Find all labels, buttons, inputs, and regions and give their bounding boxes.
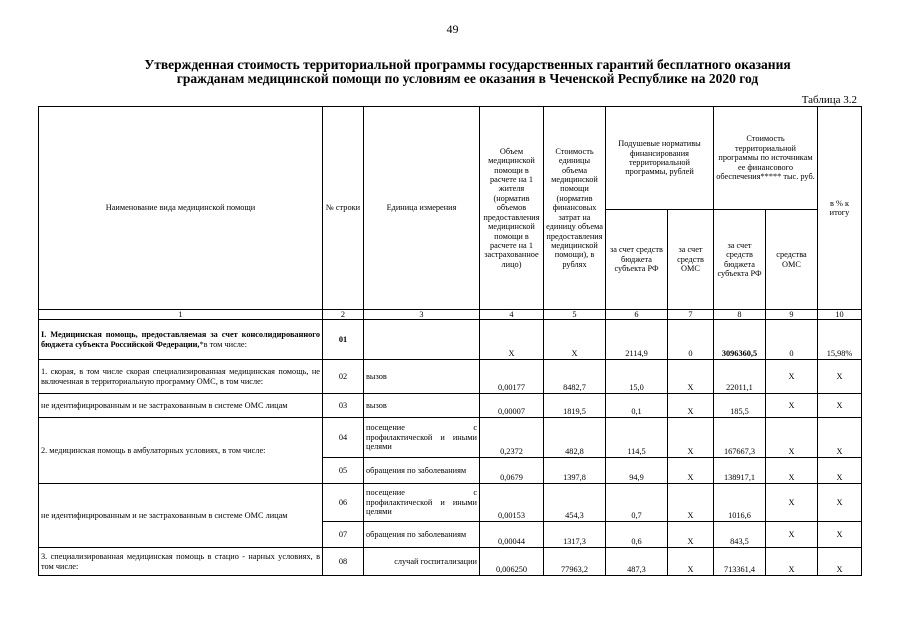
row-oms-total: 0 — [766, 320, 818, 360]
row-oms-total: X — [766, 522, 818, 548]
table-row — [39, 360, 862, 394]
header-row-no: № строки — [323, 107, 364, 310]
row-volume: 0,006250 — [480, 548, 544, 576]
row-percent: X — [818, 458, 862, 484]
row-name-rest: *в том числе: — [199, 339, 247, 349]
row-budget-total: 3096360,5 — [714, 320, 766, 360]
row-cost: 454,3 — [544, 484, 606, 522]
row-percent: X — [818, 360, 862, 394]
row-budget-total: 138917,1 — [714, 458, 766, 484]
row-volume: X — [480, 320, 544, 360]
row-oms-total: X — [766, 548, 818, 576]
row-oms-total: X — [766, 458, 818, 484]
row-oms: X — [668, 360, 714, 394]
row-number: 03 — [323, 394, 364, 418]
row-number: 07 — [323, 522, 364, 548]
row-number: 01 — [323, 320, 364, 360]
title-line-1: Утвержденная стоимость территориальной программы государственных гарантий бесплатного оказания — [144, 57, 791, 72]
row-percent: X — [818, 418, 862, 458]
row-oms: X — [668, 522, 714, 548]
header-cost: Стоимость единицы объема медицинской помощи (норматив финансовых затрат на единицу объема предоставления медицинской помощи), в рублях — [544, 107, 606, 310]
document-title — [100, 58, 835, 86]
row-budget-total: 1016,6 — [714, 484, 766, 522]
row-number: 08 — [323, 548, 364, 576]
row-name: не идентифицированным и не застрахованным в системе ОМС лицам — [39, 394, 323, 418]
column-numbers-row — [39, 310, 862, 320]
table-row — [39, 418, 862, 458]
row-budget: 0,1 — [606, 394, 668, 418]
col-num: 5 — [544, 310, 606, 320]
row-budget: 487,3 — [606, 548, 668, 576]
table-row — [39, 484, 862, 522]
row-budget: 0,6 — [606, 522, 668, 548]
row-cost: 8482,7 — [544, 360, 606, 394]
row-cost: 77963,2 — [544, 548, 606, 576]
row-unit: вызов — [364, 394, 480, 418]
row-cost: 1397,8 — [544, 458, 606, 484]
row-oms: X — [668, 484, 714, 522]
row-oms-total: X — [766, 394, 818, 418]
row-budget: 15,0 — [606, 360, 668, 394]
page-number: 49 — [446, 22, 459, 36]
header-oms: за счет средств ОМС — [668, 210, 714, 310]
row-budget: 0,7 — [606, 484, 668, 522]
col-num: 3 — [364, 310, 480, 320]
row-budget-total: 713361,4 — [714, 548, 766, 576]
row-percent: X — [818, 484, 862, 522]
col-num: 1 — [39, 310, 323, 320]
header-unit: Единица измерения — [364, 107, 480, 310]
row-cost: 1819,5 — [544, 394, 606, 418]
col-num: 7 — [668, 310, 714, 320]
row-name: не идентифицированным и не застрахованным в системе ОМС лицам — [39, 484, 323, 548]
row-oms: X — [668, 394, 714, 418]
row-budget-total: 843,5 — [714, 522, 766, 548]
row-oms-total: X — [766, 360, 818, 394]
row-unit — [364, 320, 480, 360]
row-unit: обращения по заболеваниям — [364, 458, 480, 484]
row-number: 04 — [323, 418, 364, 458]
row-budget-total: 185,5 — [714, 394, 766, 418]
header-name: Наименование вида медицинской помощи — [39, 107, 323, 310]
row-unit: обращения по заболеваниям — [364, 522, 480, 548]
row-budget-total: 167667,3 — [714, 418, 766, 458]
table-row — [39, 394, 862, 418]
row-name: 1. скорая, в том числе скорая специализированная медицинская помощь, не включенная в территориальную программу ОМС, в том числе: — [39, 360, 323, 394]
row-volume: 0,00044 — [480, 522, 544, 548]
header-budget: за счет средств бюджета субъекта РФ — [606, 210, 668, 310]
row-number: 06 — [323, 484, 364, 522]
col-num: 4 — [480, 310, 544, 320]
row-oms: X — [668, 458, 714, 484]
row-cost: 1317,3 — [544, 522, 606, 548]
row-percent: 15,98% — [818, 320, 862, 360]
row-volume: 0,00153 — [480, 484, 544, 522]
row-number: 05 — [323, 458, 364, 484]
row-name — [39, 320, 323, 360]
row-oms-total: X — [766, 484, 818, 522]
row-percent: X — [818, 522, 862, 548]
row-budget: 2114,9 — [606, 320, 668, 360]
row-oms: X — [668, 418, 714, 458]
row-oms-total: X — [766, 418, 818, 458]
row-percent: X — [818, 394, 862, 418]
row-oms: X — [668, 548, 714, 576]
row-budget-total: 22011,1 — [714, 360, 766, 394]
row-oms: 0 — [668, 320, 714, 360]
table-label: Таблица 3.2 — [801, 94, 857, 106]
row-budget: 114,5 — [606, 418, 668, 458]
title-line-2: гражданам медицинской помощи по условиям ее оказания в Чеченской Республике на 2020 год — [176, 71, 759, 86]
header-per-capita: Подушевые нормативы финансирования территориальной программы, рублей — [606, 107, 714, 210]
row-cost: 482,8 — [544, 418, 606, 458]
header-program-cost: Стоимость территориальной программы по источникам ее финансового обеспечения***** тыс. руб. — [714, 107, 818, 210]
row-number: 02 — [323, 360, 364, 394]
col-num: 2 — [323, 310, 364, 320]
cost-table — [38, 106, 862, 576]
header-oms-2: средства ОМС — [766, 210, 818, 310]
col-num: 9 — [766, 310, 818, 320]
header-budget-2: за счет средств бюджета субъекта РФ — [714, 210, 766, 310]
row-budget: 94,9 — [606, 458, 668, 484]
col-num: 10 — [818, 310, 862, 320]
table-row — [39, 320, 862, 360]
row-percent: X — [818, 548, 862, 576]
header-volume: Объем медицинской помощи в расчете на 1 жителя (норматив объемов предоставления медицинской помощи в расчете на 1 застрахованное лицо) — [480, 107, 544, 310]
row-cost: X — [544, 320, 606, 360]
table-row — [39, 548, 862, 576]
row-volume: 0,0679 — [480, 458, 544, 484]
header-percent: в % к итогу — [818, 107, 862, 310]
row-unit: вызов — [364, 360, 480, 394]
row-unit: посещение с профилактической и иными целями — [364, 418, 480, 458]
row-unit: посещение с профилактической и иными целями — [364, 484, 480, 522]
row-name: 2. медицинская помощь в амбулаторных условиях, в том числе: — [39, 418, 323, 484]
col-num: 8 — [714, 310, 766, 320]
row-name: 3. специализированная медицинская помощь в стацио - нарных условиях, в том числе: — [39, 548, 323, 576]
col-num: 6 — [606, 310, 668, 320]
row-volume: 0,00177 — [480, 360, 544, 394]
row-volume: 0,00007 — [480, 394, 544, 418]
row-unit: случай госпитализации — [364, 548, 480, 576]
row-name-bold: I. Медицинская помощь, предоставляемая за счет консолидированного бюджета субъекта Российской Федерации, — [41, 330, 320, 349]
row-volume: 0,2372 — [480, 418, 544, 458]
